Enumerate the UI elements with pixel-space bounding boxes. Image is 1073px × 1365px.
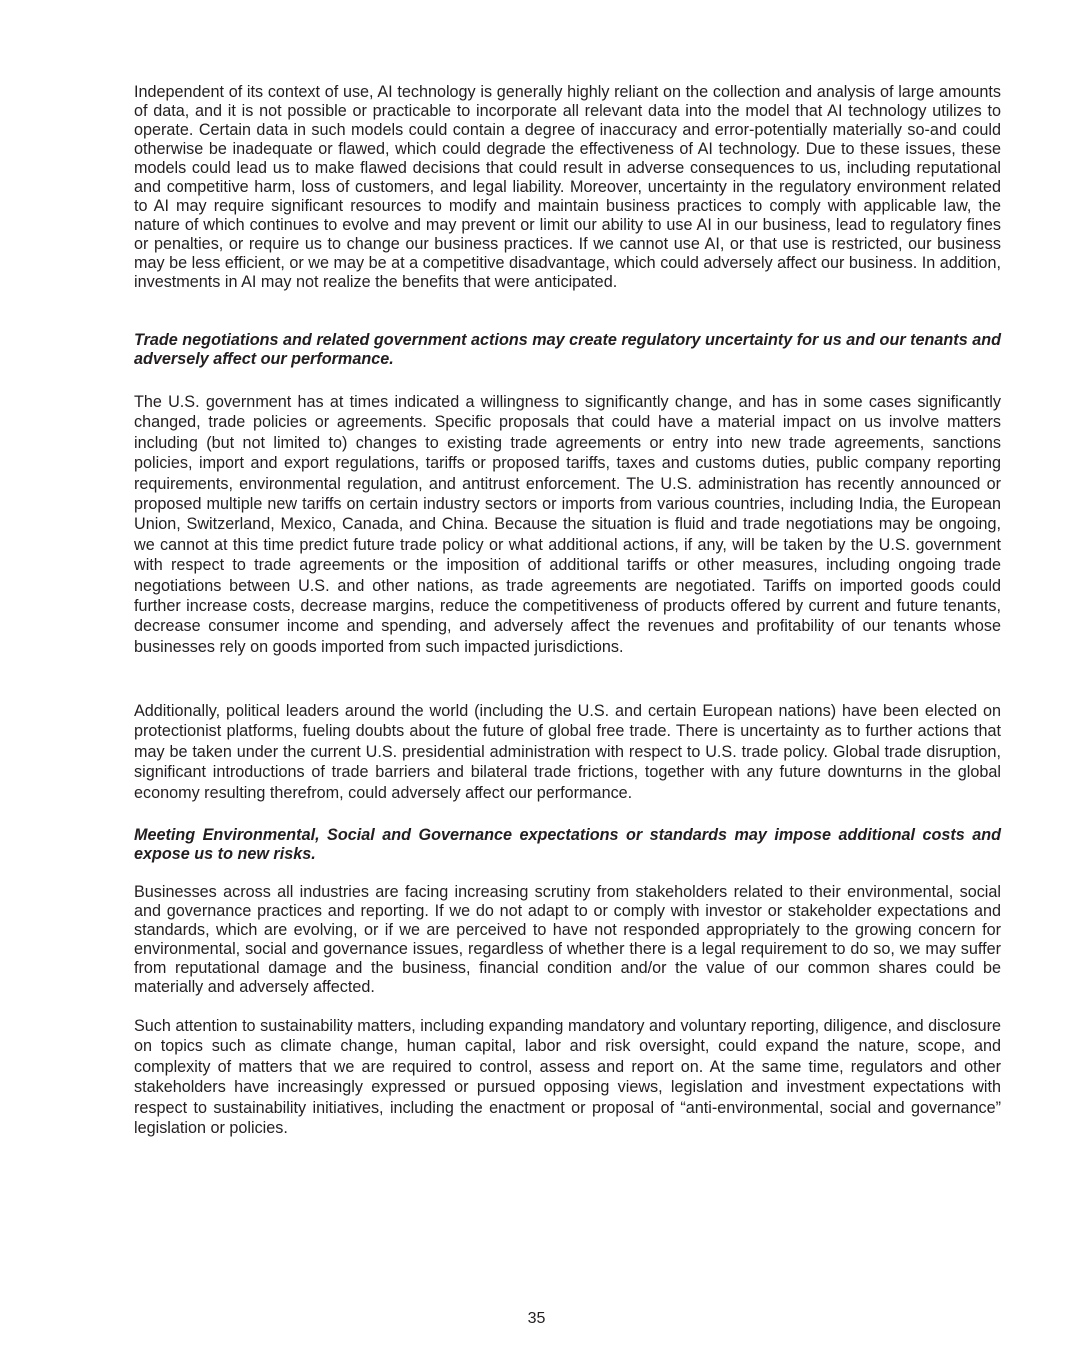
paragraph-esg-scrutiny: Businesses across all industries are facing increasing scrutiny from stakeholders related to their environmental, social and governance practices and reporting. If we do not adapt to or comply with investor or stakeholder expectations and standards, which are evolving, or if we are perceived to have not responded appropriately to the growing concern for environmental, social and governance issues, regardless of whether there is a legal requirement to do so, we may suffer from reputational damage and the business, financial condition and/or the value of our common shares could be materially and adversely affected.: [134, 883, 1001, 996]
paragraph-protectionism: Additionally, political leaders around the world (including the U.S. and certain European nations) have been elected on protectionist platforms, fueling doubts about the future of global free trade. There is uncertainty as to further actions that may be taken under the current U.S. presidential administration with respect to U.S. trade policy. Global trade disruption, significant introductions of trade barriers and bilateral trade frictions, together with any future downturns in the global economy resulting therefrom, could adversely affect our performance.: [134, 702, 1001, 802]
paragraph-trade-policy: The U.S. government has at times indicated a willingness to significantly change, and has in some cases significantly changed, trade policies or agreements. Specific proposals that could have a material impact on us involve matters including (but not limited to) changes to existing trade agreements or entry into new trade agreements, sanctions policies, import and export regulations, tariffs or proposed tariffs, taxes and customs duties, public company reporting requirements, environmental regulation, and antitrust enforcement. The U.S. administration has recently announced or proposed multiple new tariffs on certain industry sectors or imports from various countries, including India, the European Union, Switzerland, Mexico, Canada, and China. Because the situation is fluid and trade negotiations may be ongoing, we cannot at this time predict future trade policy or what additional actions, if any, will be taken by the U.S. government with respect to trade agreements or the imposition of additional tariffs or other measures, including ongoing trade negotiations between U.S. and other nations, as trade agreements are negotiated. Tariffs on imported goods could further increase costs, decrease margins, reduce the competitiveness of products offered by current and future tenants, decrease consumer income and spending, and adversely affect the revenues and profitability of our tenants whose businesses rely on goods imported from such impacted jurisdictions.: [134, 393, 1001, 656]
section-heading-esg: Meeting Environmental, Social and Governance expectations or standards may impose additional costs and expose us to new risks.: [134, 826, 1001, 863]
paragraph-sustainability: Such attention to sustainability matters, including expanding mandatory and voluntary reporting, diligence, and disclosure on topics such as climate change, human capital, labor and risk oversight, could expand the nature, scope, and complexity of matters that we are required to control, assess and report on. At the same time, regulators and other stakeholders have increasingly expressed or pursued opposing views, legislation and investment expectations with respect to sustainability initiatives, including the enactment or proposal of “anti-environmental, social and governance” legislation or policies.: [134, 1017, 1001, 1138]
section-heading-trade: Trade negotiations and related government actions may create regulatory uncertainty for us and our tenants and adversely affect our performance.: [134, 331, 1001, 368]
page-number: 35: [527, 1310, 546, 1327]
paragraph-ai-reliance: Independent of its context of use, AI technology is generally highly reliant on the collection and analysis of large amounts of data, and it is not possible or practicable to incorporate all relevant data into the model that AI technology utilizes to operate. Certain data in such models could contain a degree of inaccuracy and error-potentially materially so-and could otherwise be inadequate or flawed, which could degrade the effectiveness of AI technology. Due to these issues, these models could lead us to make flawed decisions that could result in adverse consequences to us, including reputational and competitive harm, loss of customers, and legal liability. Moreover, uncertainty in the regulatory environment related to AI may require significant resources to modify and maintain business practices to comply with applicable law, the nature of which continues to evolve and may prevent or limit our ability to use AI in our business, lead to regulatory fines or penalties, or require us to change our business practices. If we cannot use AI, or that use is restricted, our business may be less efficient, or we may be at a competitive disadvantage, which could adversely affect our business. In addition, investments in AI may not realize the benefits that were anticipated.: [134, 83, 1001, 291]
